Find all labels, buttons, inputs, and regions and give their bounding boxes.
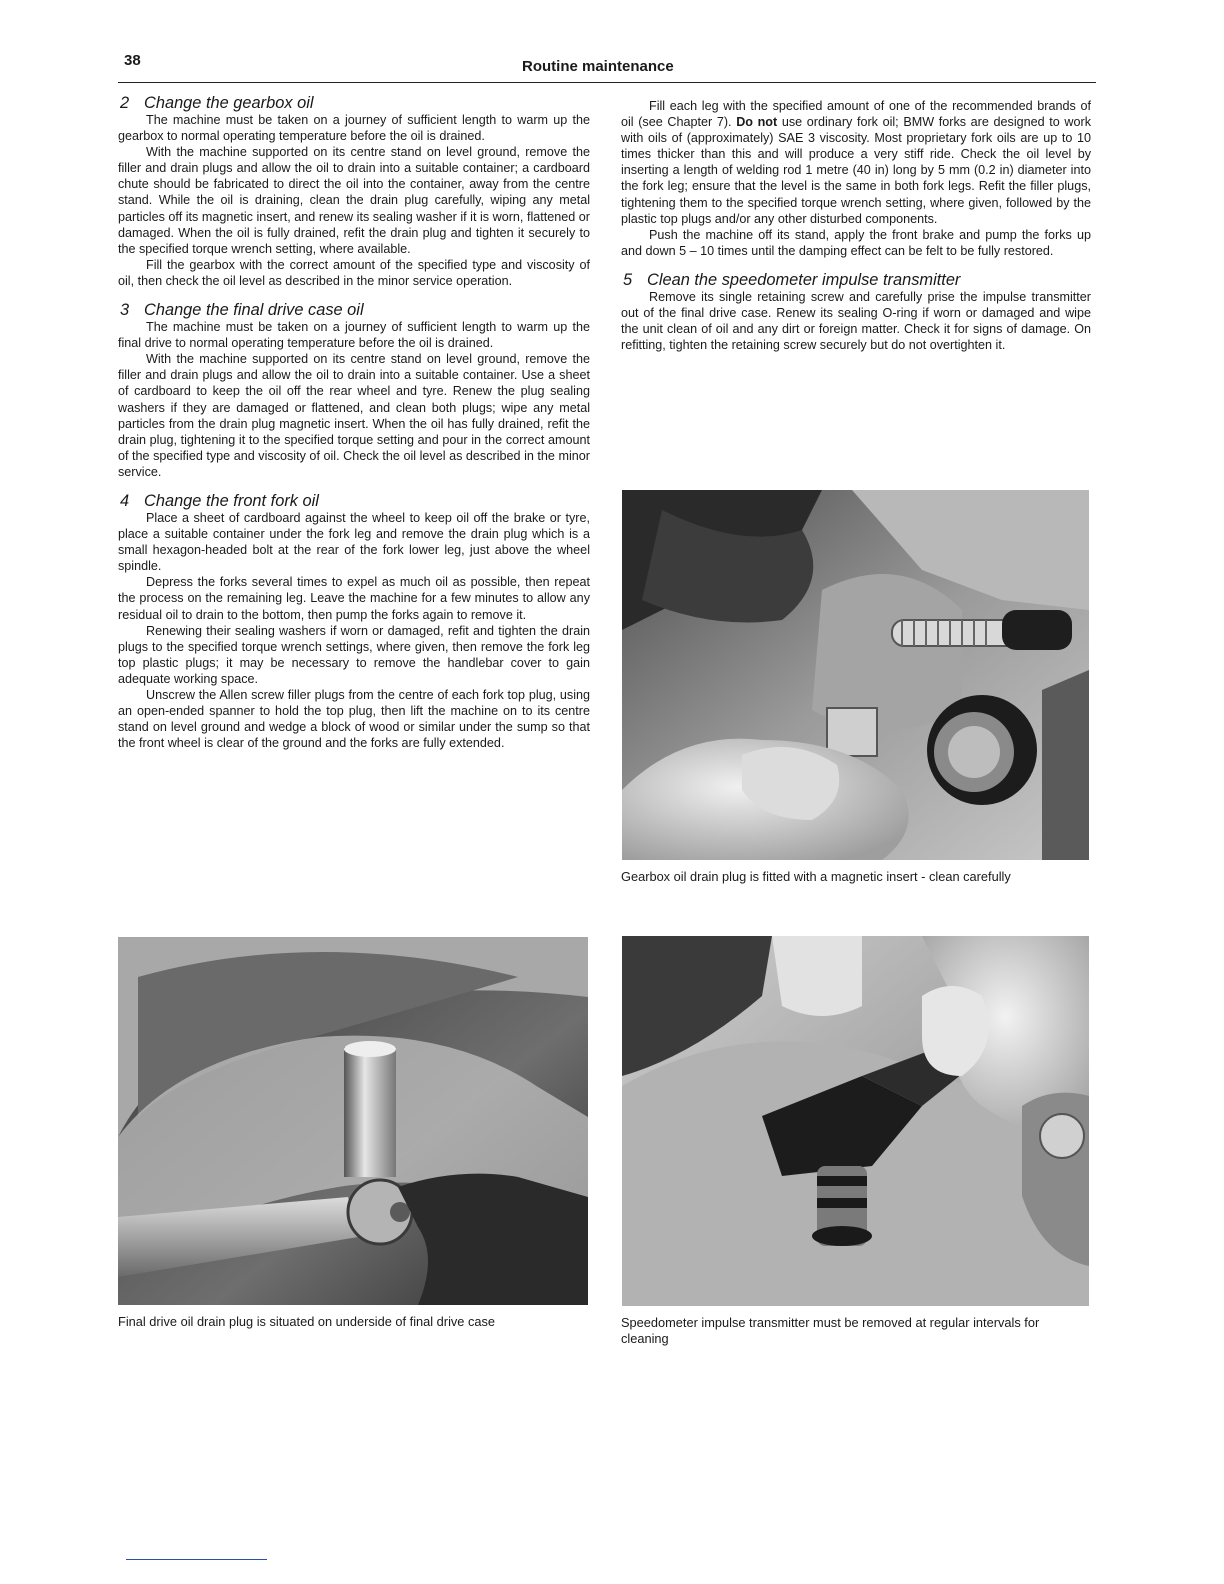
paragraph: The machine must be taken on a journey of sufficient length to warm up the final drive to normal operating temperature before the oil is drained. [118,320,590,351]
section-heading [621,271,1091,289]
text-run: use ordinary fork oil; BMW forks are designed to work with oils of (approximately) SAE 3 viscosity. Most proprietary fork oils are up to 10 times thicker than this and will produce a very stiff ride. Check the oil level by inserting a length of welding rod 1 metre (40 in) long by 5 mm (0.2 in) diameter into the fork leg; ensure that the level is the same in both fork legs. Refit the filler plugs, tightening them to the specified torque wrench setting, where given, followed by the plastic top plugs and/or any other disturbed components. [621,115,1092,226]
emphasis: Do not [736,115,778,130]
final-drive-drain-plug-photo [118,937,588,1305]
section-heading [118,301,590,319]
paragraph [621,98,1091,227]
left-column [118,94,590,751]
speedometer-transmitter-photo [622,936,1089,1306]
section-number: 5 [623,270,633,289]
section-number: 2 [120,94,130,112]
photo-graphic [622,490,1089,860]
photo-graphic [118,937,588,1305]
speedometer-photo-caption: Speedometer impulse transmitter must be removed at regular intervals for cleaning [621,1315,1040,1346]
section-title: Change the gearbox oil [144,94,314,112]
section-number: 3 [120,301,130,320]
paragraph: Remove its single retaining screw and carefully prise the impulse transmitter out of the final drive case. Renew its sealing O-ring if worn or damaged and wipe the unit clean of oil and any dirt or foreign matter. Check it for signs of damage. On refitting, tighten the retaining screw securely but do not overtighten it. [621,289,1091,353]
section-title: Change the front fork oil [144,491,319,510]
photo-graphic [622,936,1089,1306]
page-number: 38 [124,52,141,69]
page-header [118,52,1096,83]
footer-rule [126,1559,267,1560]
text-run: Fill each leg with the specified amount of one of the recommended brands of oil (see Chapter 7). [621,99,1091,130]
paragraph: Depress the forks several times to expel as much oil as possible, then repeat the process on the remaining leg. Leave the machine for a few minutes to allow any residual oil to drain to the bottom, then pump the forks again to remove it. [118,575,590,622]
paragraph: Fill the gearbox with the correct amount of the specified type and viscosity of oil, then check the oil level as described in the minor service operation. [118,257,590,288]
section-4-continued [621,98,1091,259]
gearbox-drain-plug-photo [622,490,1089,860]
section-5 [621,271,1091,353]
final-drive-photo-caption: Final drive oil drain plug is situated on underside of final drive case [118,1314,496,1329]
section-heading [118,492,590,510]
paragraph: Unscrew the Allen screw filler plugs from the centre of each fork top plug, using an open-ended spanner to hold the top plug, then lift the machine on to its centre stand on level ground and wedge a block of wood or similar under the sump so that the front wheel is clear of the ground and the forks are fully extended. [118,688,590,751]
section-number: 4 [120,491,130,510]
section-4 [118,492,590,751]
gearbox-photo-caption: Gearbox oil drain plug is fitted with a magnetic insert - clean carefully [621,869,1011,884]
paragraph: With the machine supported on its centre stand on level ground, remove the filler and drain plugs and allow the oil to drain into a suitable container. Use a sheet of cardboard to keep the oil off the rear wheel and tyre. Renew the plug sealing washers if they are damaged or flattened, and clean both plugs; wipe any metal particles from the drain plug magnetic insert. When the oil has fully drained, refit the drain plug, tightening it to the specified torque setting and pour in the correct amount of the specified type and viscosity of oil. Check the oil level as described in the minor service. [118,352,590,479]
section-title: Change the final drive case oil [144,301,364,320]
section-heading [118,94,590,112]
paragraph: With the machine supported on its centre stand on level ground, remove the filler and drain plugs and allow the oil to drain into a suitable container; a cardboard chute should be fabricated to direct the oil into the container, away from the centre stand. While the oil is draining, clean the drain plug carefully, wiping any metal particles off its magnetic insert, and renew its sealing washer if it is worn, flattened or damaged. When the oil is fully drained, refit the drain plug and tighten it securely to the specified torque wrench setting, where available. [118,145,590,256]
section-2 [118,94,590,289]
section-3 [118,301,590,480]
paragraph: Push the machine off its stand, apply the front brake and pump the forks up and down 5 – 10 times until the damping effect can be felt to be fully restored. [621,227,1091,258]
right-column [621,98,1091,353]
paragraph: Renewing their sealing washers if worn or damaged, refit and tighten the drain plugs to the specified torque wrench settings, where given, then remove the fork leg top plastic plugs; it may be necessary to remove the handlebar cover to gain adequate working space. [118,623,590,686]
paragraph: The machine must be taken on a journey of sufficient length to warm up the gearbox to normal operating temperature before the oil is drained. [118,113,590,144]
running-title: Routine maintenance [522,58,674,75]
paragraph: Place a sheet of cardboard against the wheel to keep oil off the brake or tyre, place a suitable container under the fork leg and remove the drain plug which is a small hexagon-headed bolt at the rear of the fork lower leg, just above the wheel spindle. [118,510,590,574]
section-title: Clean the speedometer impulse transmitter [647,270,961,289]
